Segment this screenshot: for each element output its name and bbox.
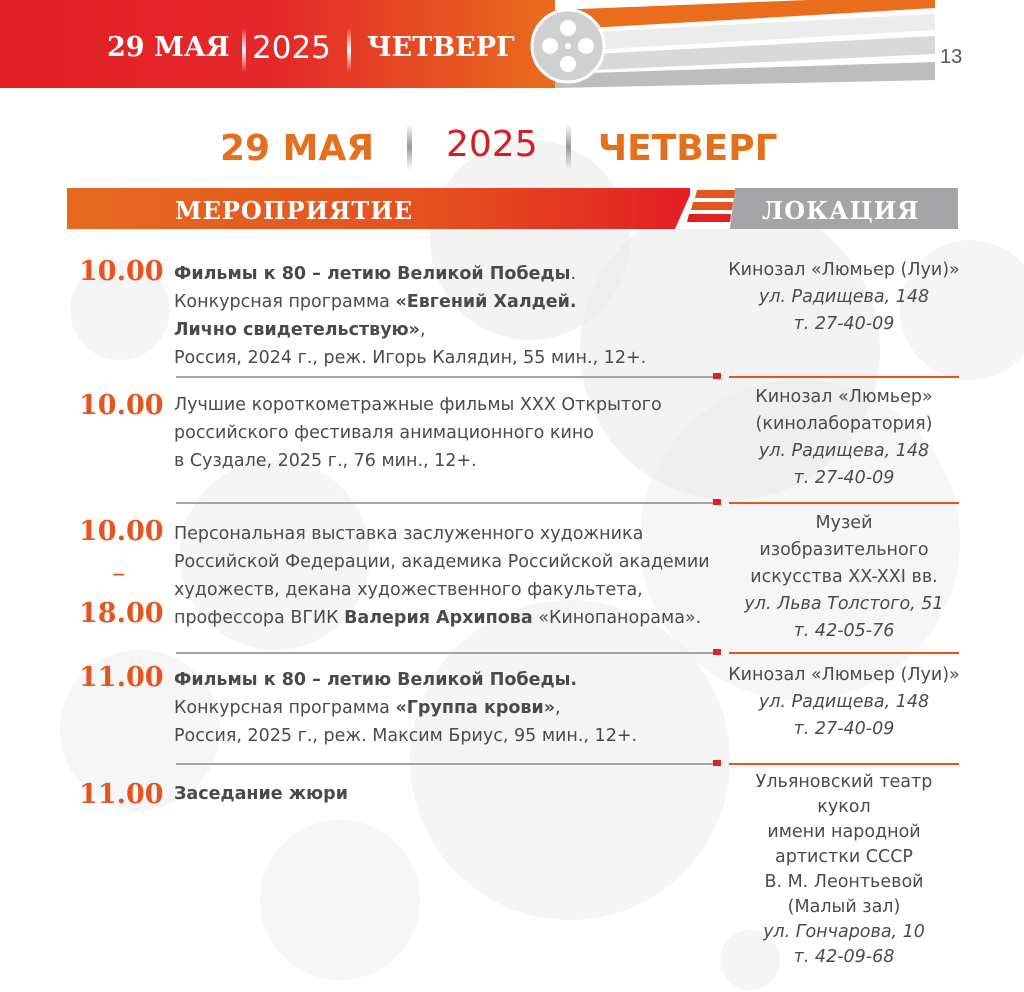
location-address: ул. Радищева, 148 [758,287,930,307]
row-divider [729,376,959,378]
event-time: 11.00 [79,662,164,693]
location-name: (кинолаборатория) [755,414,933,434]
event-line: Россия, 2024 г., реж. Игорь Калядин, 55 мин., 12+. [174,348,647,368]
event-time: 11.00 [79,779,164,810]
row-divider [176,652,716,654]
background-circle [260,820,420,980]
page-title [0,120,1024,180]
event-line: в Суздале, 2025 г., 76 мин., 12+. [174,451,477,471]
artist-name: Валерия Архипова [344,608,533,628]
event-line: Конкурсная программа «Группа крови», [174,698,561,718]
event-line: художеств, декана художественного факультета, [174,580,643,600]
event-line: Персональная выставка заслуженного художника [174,524,644,544]
page-number: 13 [940,46,963,68]
divider-marker [713,499,721,505]
event-location [728,510,960,645]
location-column-label: ЛОКАЦИЯ [762,196,920,225]
film-title: Лично свидетельствую» [174,320,420,340]
location-name: (Малый зал) [787,897,901,917]
top-year: 2025 [252,30,331,66]
event-line: Лучшие короткометражные фильмы XXX Открытого [174,395,662,415]
title-year: 2025 [446,124,538,165]
row-divider [176,763,716,765]
event-title: Заседание жюри [174,784,348,804]
event-line [174,666,637,694]
event-line: профессора ВГИК Валерия Архипова «Кинопанорама». [174,608,702,628]
location-address: ул. Радищева, 148 [758,441,930,461]
event-line: Конкурсная программа «Евгений Халдей. [174,292,577,312]
row-divider [176,502,716,504]
location-phone: т. 27-40-09 [793,719,895,739]
divider-marker [713,760,721,766]
location-name: Кинозал «Люмьер (Луи)» [728,260,960,280]
divider [566,124,571,170]
row-divider [729,652,959,654]
event-line: Россия, 2025 г., реж. Максим Бриус, 95 мин., 12+. [174,726,638,746]
event-time-end: 18.00 [79,598,164,629]
event-time: 10.00 [79,390,164,421]
location-name: искусства XX-XXI вв. [750,567,938,587]
divider-marker [713,373,721,379]
event-description [174,520,710,632]
row-divider [729,763,959,765]
film-title: «Евгений Халдей. [395,292,577,312]
event-title: Фильмы к 80 – летию Великой Победы. [174,670,578,690]
location-address: ул. Льва Толстого, 51 [744,594,944,614]
event-description [174,666,637,750]
divider-marker [713,649,721,655]
location-name: В. М. Леонтьевой [764,872,924,892]
event-time-start: 10.00 [79,516,164,547]
background-circle [410,600,730,920]
row-divider [729,502,959,504]
event-title: Фильмы к 80 – летию Великой Победы [174,264,571,284]
divider [407,124,412,170]
event-line: Лично свидетельствую», [174,320,426,340]
event-line: Фильмы к 80 – летию Великой Победы. [174,264,577,284]
film-reel-icon [530,8,606,84]
location-name: Ульяновский театр кукол [755,772,933,817]
event-description [174,260,646,372]
event-time: 10.00 [79,256,164,287]
location-phone: т. 42-05-76 [793,621,895,641]
divider [347,28,351,72]
location-phone: т. 27-40-09 [793,468,895,488]
location-name: Кинозал «Люмьер» [755,387,933,407]
location-name: Кинозал «Люмьер (Луи)» [728,665,960,685]
event-column-label: МЕРОПРИЯТИЕ [175,196,414,225]
top-weekday: ЧЕТВЕРГ [367,32,515,63]
location-name: артистки СССР [775,847,913,867]
light-rays-decoration [555,0,935,88]
event-time-dash: – [112,558,126,589]
location-name: имени народной [767,822,921,842]
event-description [174,391,662,475]
event-location [728,770,960,970]
film-title: «Группа крови» [395,698,556,718]
event-location [728,662,960,743]
divider [242,28,246,72]
location-address: ул. Гончарова, 10 [763,922,925,942]
event-line: Российской Федерации, академика Российской академии [174,552,710,572]
location-address: ул. Радищева, 148 [758,692,930,712]
event-line [174,780,348,808]
header-stripes-decoration [675,188,745,229]
title-weekday: ЧЕТВЕРГ [598,128,778,169]
location-name: Музей [815,513,873,533]
location-phone: т. 27-40-09 [793,314,895,334]
event-line: российского фестиваля анимационного кино [174,423,594,443]
event-location [728,384,960,492]
top-day: 29 МАЯ [107,32,230,63]
location-phone: т. 42-09-68 [793,947,895,967]
event-description [174,780,348,808]
title-day: 29 МАЯ [220,128,375,169]
location-name: изобразительного [759,540,929,560]
row-divider [176,376,716,378]
event-location [728,257,960,338]
